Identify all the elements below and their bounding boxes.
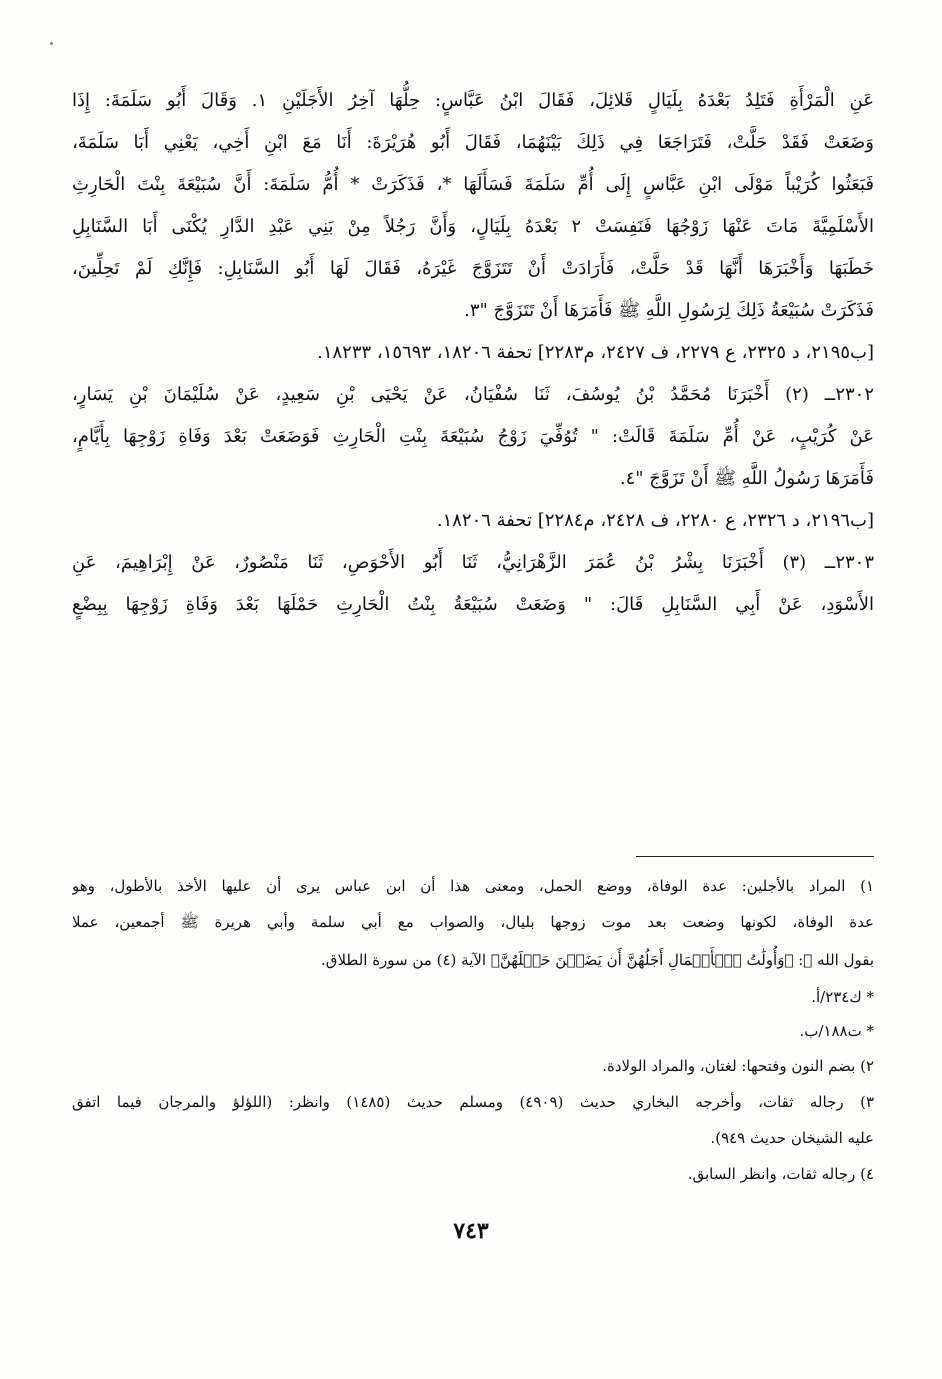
footnote-1-line: ١) المراد بالأجلين: عدة الوفاة، ووضع الحمل، ومعنى هذا أن ابن عباس يرى أن عليها الأخذ بالأطول، وهو bbox=[72, 877, 874, 895]
hadith-2303-line: ٢٣٠٣ــ (٣) أَخْبَرَنَا بِشْرُ بْنُ عُمَرَ الزَّهْرَانِيُّ، ثَنَا أَبُو الأَحْوَصِ، ثَنَا مَنْصُورٌ، عَنْ إِبْرَاهِيمَ، عَنِ bbox=[72, 552, 874, 573]
text-line: عَنِ الْمَرْأَةِ فَتَلِدُ بَعْدَهُ بِلَيَالٍ قَلائِلَ، فَقَالَ ابْنُ عَبَّاسٍ: حِلُّهَا آخِرُ الأَجَلَيْنِ ١. وَقَالَ أَبُو سَلَمَةَ: إِذَا bbox=[72, 90, 874, 111]
footnote-4: ٤) رجاله ثقات، وانظر السابق. bbox=[687, 1165, 874, 1183]
main-text bbox=[72, 80, 874, 626]
footnote-2: ٢) بضم النون وفتحها: لغتان، والمراد الولادة. bbox=[602, 1057, 874, 1075]
footnote-3-line: عليه الشيخان حديث ٩٤٩). bbox=[710, 1129, 874, 1147]
text-line: فَذَكَرَتْ سُبَيْعَةُ ذَلِكَ لِرَسُولِ اللَّهِ ﷺ فَأَمَرَهَا أَنْ تَتَزَوَّجَ "٣. bbox=[464, 300, 874, 321]
text-line: عَنْ كُرَيْبٍ، عَنْ أُمِّ سَلَمَةَ قَالَتْ: " تُوُفِّيَ زَوْجُ سُبَيْعَةَ بِنْتِ الْحَارِثِ فَوَضَعَتْ بَعْدَ وَفَاةِ زَوْجِهَا بِأَيَّامٍ، bbox=[72, 426, 874, 447]
footnote-3-line: ٣) رجاله ثقات، وأخرجه البخاري حديث (٤٩٠٩) ومسلم حديث (١٤٨٥) وانظر: (اللؤلؤ والمرجان فيما اتفق bbox=[72, 1093, 874, 1111]
text-line: فَأَمَرَهَا رَسُولُ اللَّهِ ﷺ أَنْ تَزَوَّجَ "٤. bbox=[619, 468, 874, 489]
text-line: خَطَبَهَا وَأَخْبَرَهَا أَنَّهَا قَدْ حَلَّتْ، فَأَرَادَتْ أَنْ تَتَزَوَّجَ غَيْرَهُ، فَقَالَ لَهَا أَبُو السَّنَابِلِ: فَإِنَّكِ لَمْ تَحِلِّينَ، bbox=[72, 258, 874, 279]
text-line: وَضَعَتْ فَقَدْ حَلَّتْ، فَتَرَاجَعَا فِي ذَلِكَ بَيْنَهُمَا، فَقَالَ أَبُو هُرَيْرَةَ: أَنَا مَعَ ابْنِ أَخِي، يَعْنِي أَبَا سَلَمَةَ، bbox=[72, 132, 874, 153]
page-number: ٧٤٣ bbox=[453, 1218, 489, 1244]
text-line: الأَسْوَدِ، عَنْ أَبِي السَّنَابِلِ قَالَ: " وَضَعَتْ سُبَيْعَةُ بِنْتُ الْحَارِثِ حَمْلَهَا بَعْدَ وَفَاةِ زَوْجِهَا بِبِضْعٍ bbox=[72, 594, 874, 615]
footnote-1-quran-line: بقول الله ﷻ: ﴿وَأُولَٰتُ ٱلۡأَحۡمَالِ أَجَلُهُنَّ أَن يَضَعۡنَ حَمۡلَهُنَّ﴾ الآية (٤) من سورة الطلاق. bbox=[321, 951, 874, 969]
hadith-reference: [ب٢١٩٦، د ٢٣٢٦، ع ٢٢٨٠، ف ٢٤٢٨، م٢٢٨٤] تحفة ١٨٢٠٦. bbox=[436, 510, 874, 531]
manuscript-marker: * ت١٨٨/ب. bbox=[799, 1022, 874, 1040]
text-line: الأَسْلَمِيَّةَ مَاتَ عَنْهَا زَوْجُهَا فَنَفِسَتْ ٢ بَعْدَهُ بِلَيَالٍ، وَأَنَّ رَجُلاً مِنْ بَنِي عَبْدِ الدَّارِ يُكْنَى أَبَا السَّنَابِلِ bbox=[72, 216, 874, 237]
manuscript-marker: * ك٢٣٤/أ. bbox=[811, 988, 874, 1006]
footnotes bbox=[72, 868, 874, 1192]
text-line: فَبَعَثُوا كُرَيْباً مَوْلَى ابْنِ عَبَّاسٍ إِلَى أُمِّ سَلَمَةَ فَسَأَلَهَا *، فَذَكَرَتْ * أُمُّ سَلَمَةَ: أَنَّ سُبَيْعَةَ بِنْتَ الْحَارِثِ bbox=[72, 174, 874, 195]
footnote-1-line: عدة الوفاة، لكونها وضعت بعد موت زوجها بليال، والصواب مع أبي سلمة وأبي هريرة ﷺ أجمعين، عملا bbox=[72, 913, 874, 931]
hadith-reference: [ب٢١٩٥، د ٢٣٢٥، ع ٢٢٧٩، ف ٢٤٢٧، م٢٢٨٣] تحفة ١٨٢٠٦، ١٥٦٩٣، ١٨٢٣٣. bbox=[317, 342, 874, 363]
hadith-2302-line: ٢٣٠٢ــ (٢) أَخْبَرَنَا مُحَمَّدُ بْنُ يُوسُفَ، ثَنَا سُفْيَانُ، عَنْ يَحْيَى بْنِ سَعِيدٍ، عَنْ سُلَيْمَانَ بْنِ يَسَارٍ، bbox=[72, 384, 874, 405]
margin-speck bbox=[50, 42, 53, 45]
footnote-separator bbox=[636, 856, 874, 857]
